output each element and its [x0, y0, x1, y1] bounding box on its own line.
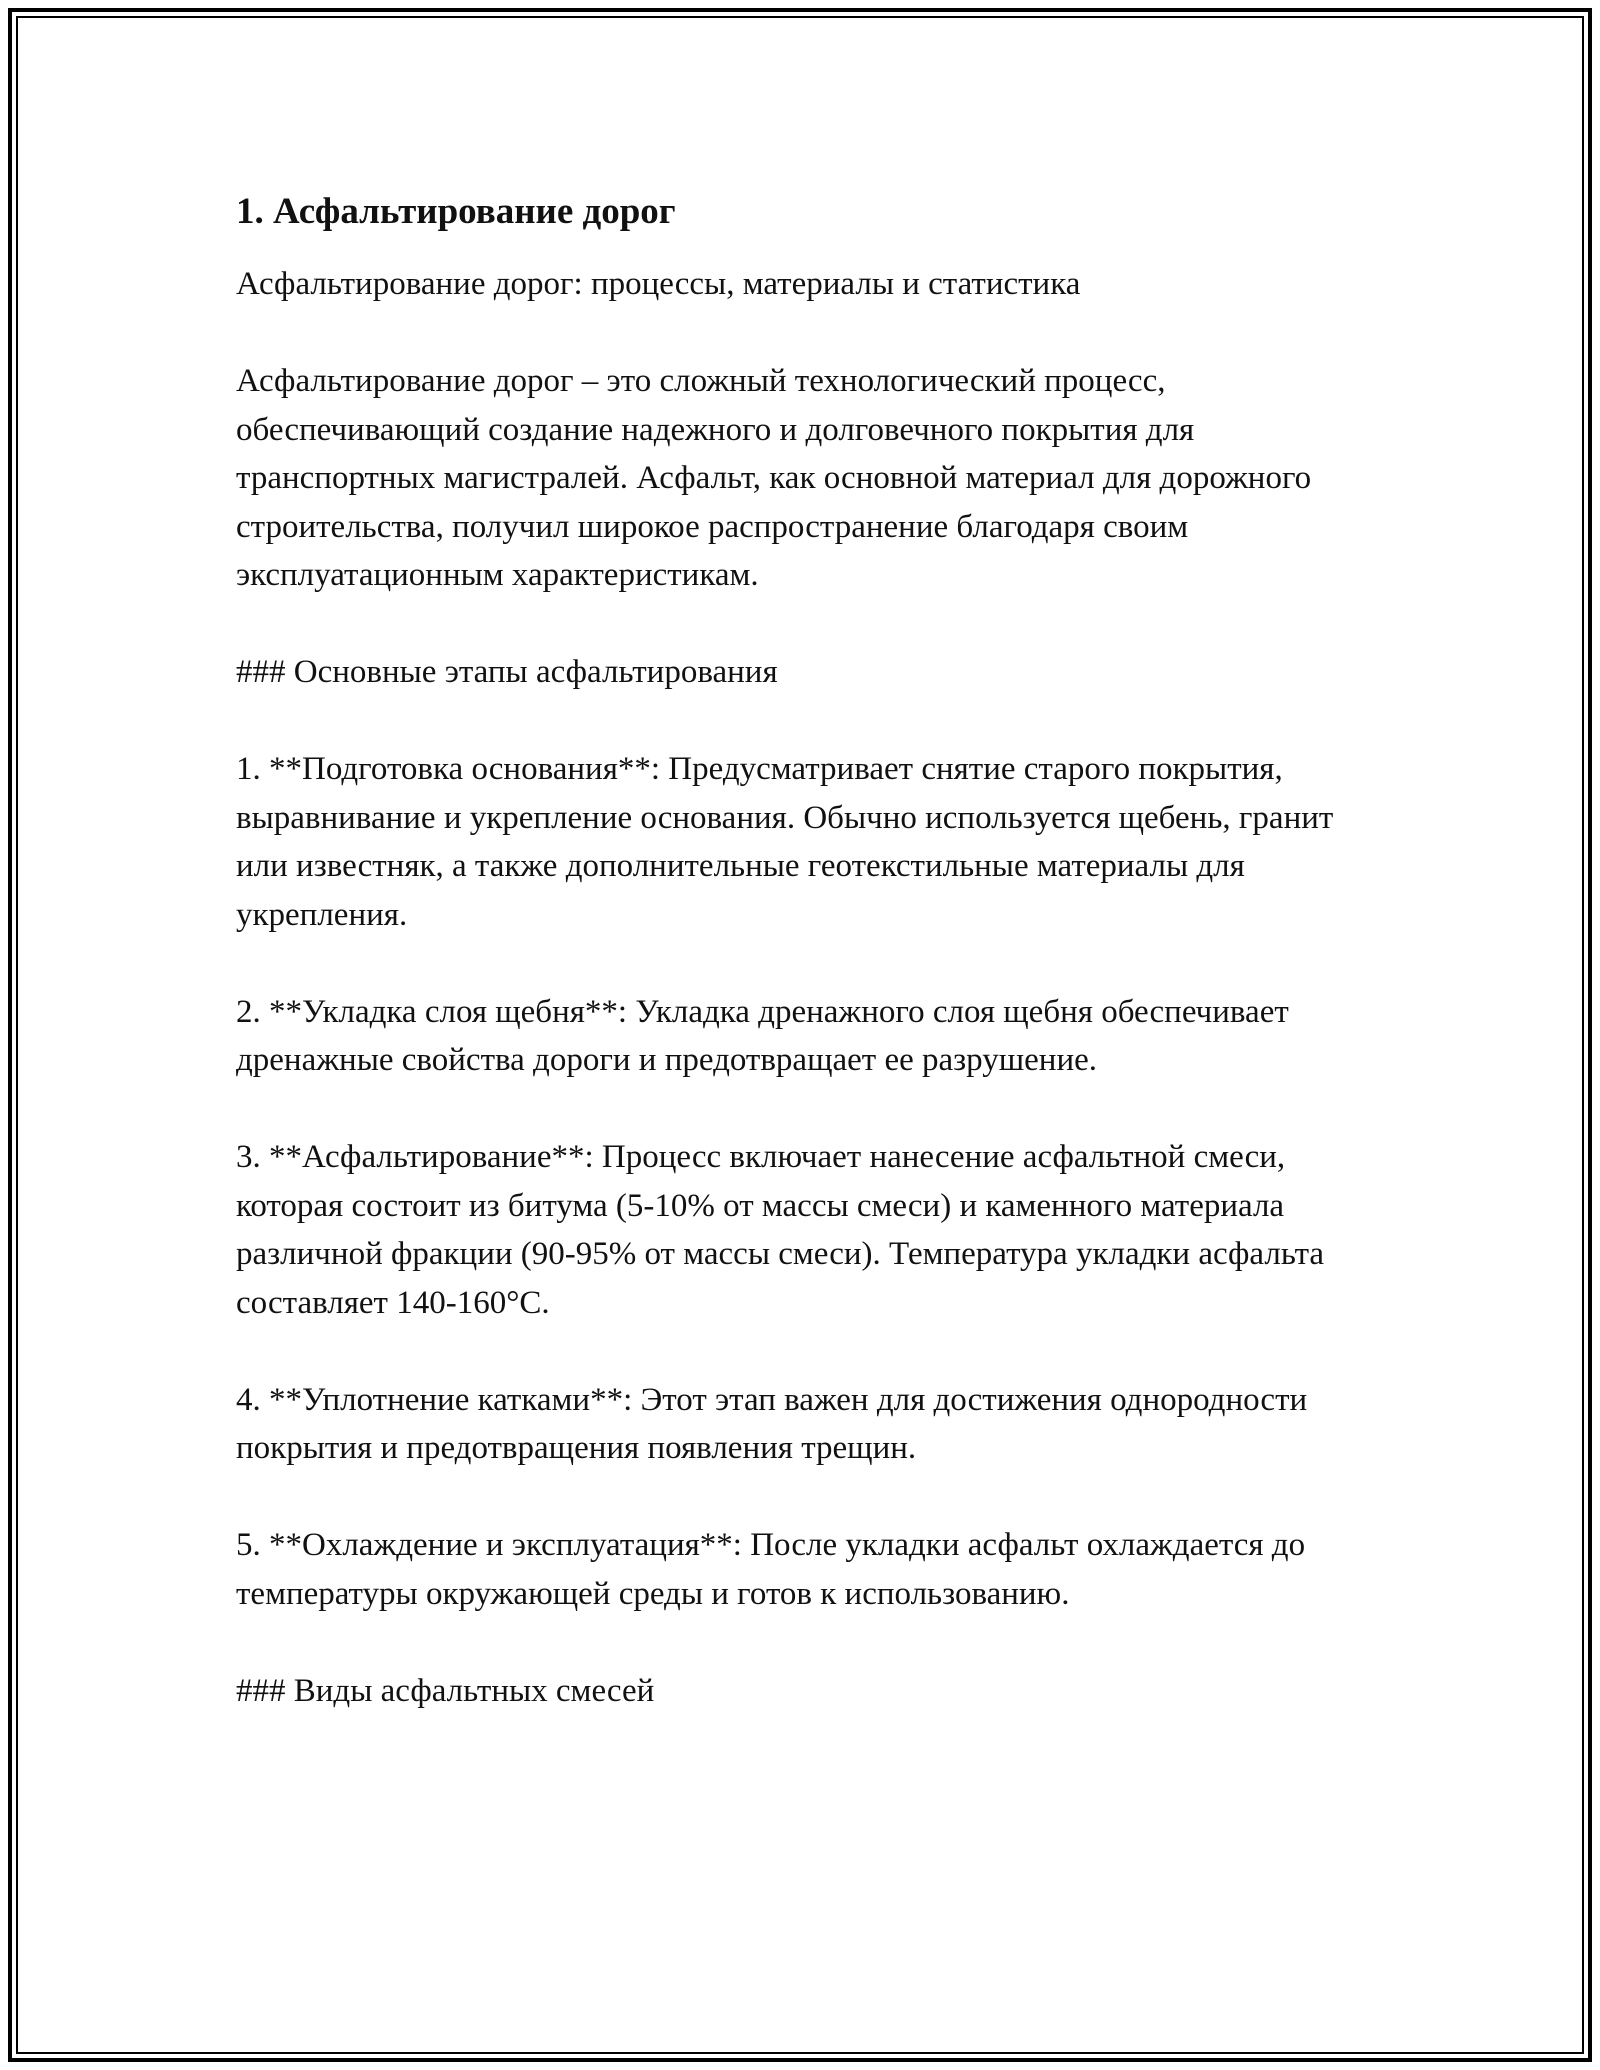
step-paragraph: 5. **Охлаждение и эксплуатация**: После укладки асфальт охлаждается до температуры окружающей среды и готов к использованию.	[236, 1527, 1306, 1612]
section-heading-mixes: ### Виды асфальтных смесей	[236, 1672, 655, 1709]
document-title: 1. Асфальтирование дорог	[236, 191, 676, 232]
step-paragraph: 3. **Асфальтирование**: Процесс включает нанесение асфальтной смеси, которая состоит из битума (5-10% от массы смеси) и каменного материала различной фракции (90-95% от массы смеси). Температура укладки асфальта составляет 140-160°C.	[236, 1139, 1325, 1321]
step-paragraph: 4. **Уплотнение катками**: Этот этап важен для достижения однородности покрытия и предотвращения появления трещин.	[236, 1381, 1308, 1466]
intro-paragraph: Асфальтирование дорог – это сложный технологический процесс, обеспечивающий создание надежного и долговечного покрытия для транспортных магистралей. Асфальт, как основной материал для дорожного строительства, получил широкое распространение благодаря своим эксплуатационным характеристикам.	[236, 363, 1312, 593]
step-paragraph: 2. **Укладка слоя щебня**: Укладка дренажного слоя щебня обеспечивает дренажные свойства дороги и предотвращает ее разрушение.	[236, 993, 1289, 1078]
document-subtitle: Асфальтирование дорог: процессы, материалы и статистика	[236, 266, 1081, 302]
step-paragraph: 1. **Подготовка основания**: Предусматривает снятие старого покрытия, выравнивание и укрепление основания. Обычно используется щебень, гранит или известняк, а также дополнительные геотекстильные материалы для укрепления.	[236, 751, 1334, 933]
document-body	[236, 188, 1366, 1764]
section-heading-stages: ### Основные этапы асфальтирования	[236, 654, 778, 690]
